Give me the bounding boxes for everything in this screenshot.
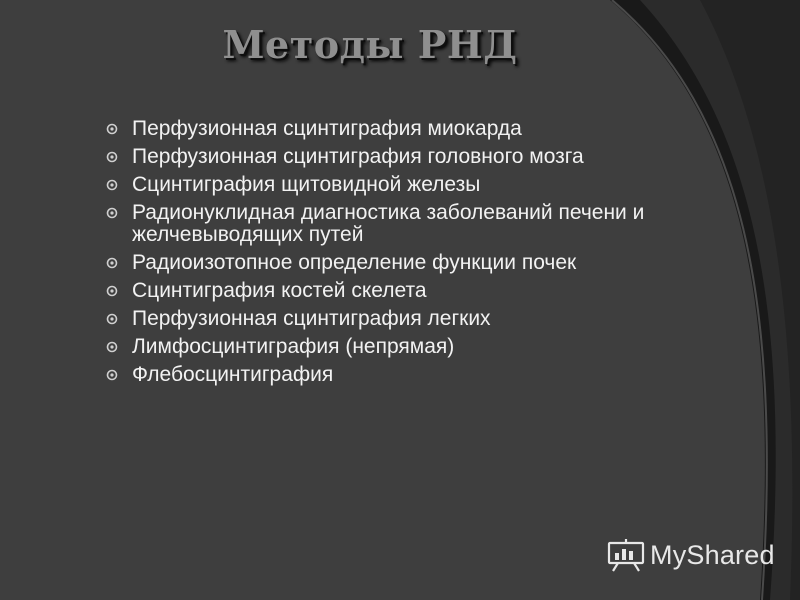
list-item-text: Сцинтиграфия костей скелета: [132, 279, 427, 302]
list-item: [100, 174, 700, 196]
ring-bullet-icon: [106, 257, 118, 269]
watermark-text: MyShared: [650, 539, 775, 570]
presentation-board-icon: [606, 538, 646, 572]
list-item: [100, 118, 700, 140]
bullet-list: [100, 118, 700, 392]
ring-bullet-icon: [106, 313, 118, 325]
list-item: [100, 364, 700, 386]
list-item: [100, 308, 700, 330]
list-item-text: Лимфосцинтиграфия (непрямая): [132, 335, 455, 358]
list-item: [100, 202, 700, 246]
list-item: [100, 280, 700, 302]
list-item-text: Радиоизотопное определение функции почек: [132, 251, 577, 274]
slide-title: Методы РНД: [222, 22, 518, 67]
list-item: [100, 336, 700, 358]
ring-bullet-icon: [106, 123, 118, 135]
myshared-watermark[interactable]: [606, 537, 775, 573]
ring-bullet-icon: [106, 341, 118, 353]
ring-bullet-icon: [106, 151, 118, 163]
ring-bullet-icon: [106, 179, 118, 191]
list-item-text: Радионуклидная диагностика заболеваний печени и желчевыводящих путей: [132, 201, 645, 246]
list-item-text: Сцинтиграфия щитовидной железы: [132, 173, 481, 196]
list-item-text: Перфузионная сцинтиграфия миокарда: [132, 117, 522, 140]
ring-bullet-icon: [106, 285, 118, 297]
ring-bullet-icon: [106, 369, 118, 381]
list-item: [100, 146, 700, 168]
list-item-text: Флебосцинтиграфия: [132, 363, 334, 386]
ring-bullet-icon: [106, 207, 118, 219]
list-item-text: Перфузионная сцинтиграфия легких: [132, 307, 491, 330]
list-item: [100, 252, 700, 274]
list-item-text: Перфузионная сцинтиграфия головного мозга: [132, 145, 584, 168]
